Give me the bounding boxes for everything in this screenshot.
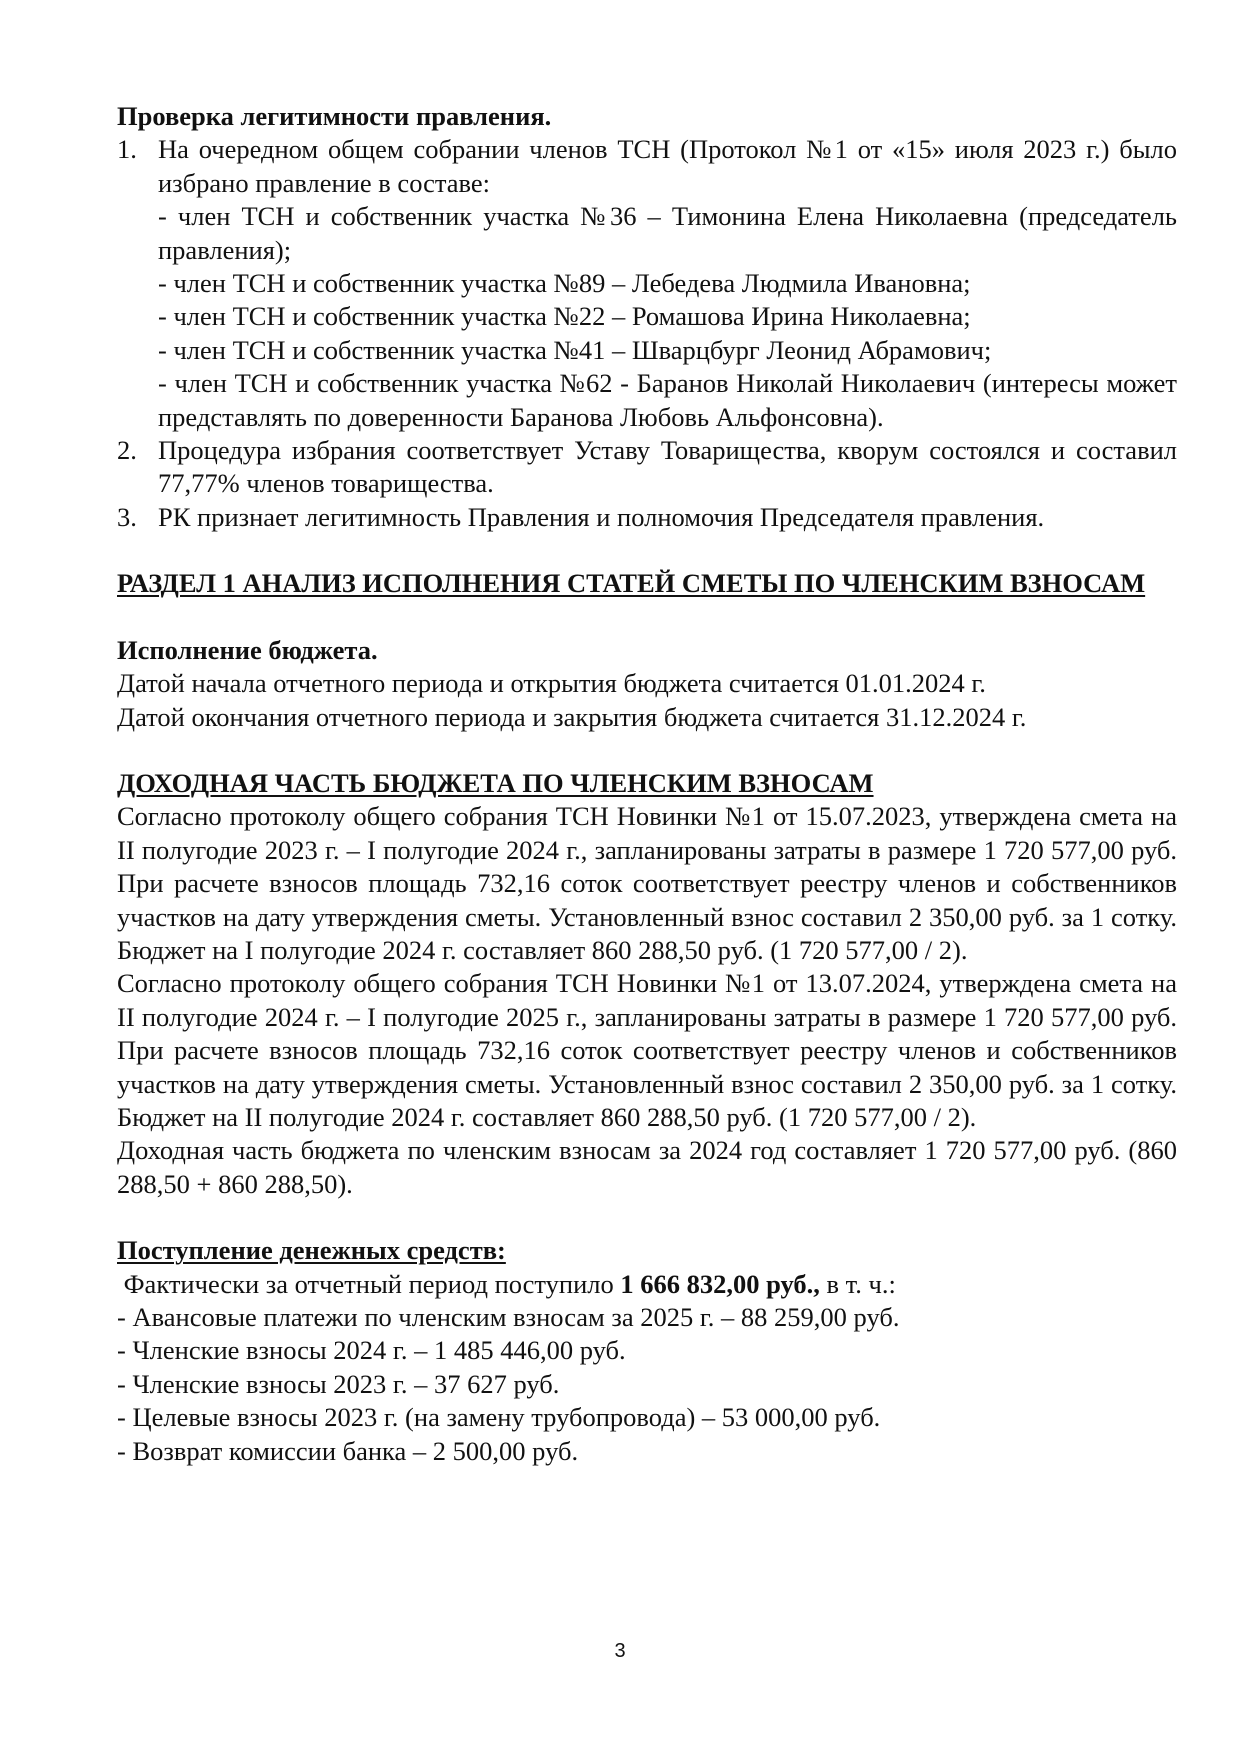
item-text: На очередном общем собрании членов ТСН (Протокол №1 от «15» июля 2023 г.) было избрано правление в составе: <box>158 134 1177 198</box>
receipt-item: - Возврат комиссии банка – 2 500,00 руб. <box>117 1435 579 1466</box>
receipt-item: - Целевые взносы 2023 г. (на замену трубопровода) – 53 000,00 руб. <box>117 1402 881 1433</box>
item-number: 2. <box>117 435 137 466</box>
receipt-item: - Членские взносы 2023 г. – 37 627 руб. <box>117 1368 560 1399</box>
income-paragraph: Согласно протоколу общего собрания ТСН Новинки №1 от 13.07.2024, утверждена смета на II полугодие 2024 г. – I полугодие 2025 г., запланированы затраты в размере 1 720 577,00 руб. При расчете взносов площадь 732,16 соток соответствует реестру членов и собственников участков на дату утверждения сметы. Установленный взнос составил 2 350,00 руб. за 1 сотку. Бюджет на II полугодие 2024 г. составляет 860 288,50 руб. (1 720 577,00 / 2). <box>117 968 1177 1132</box>
income-heading: ДОХОДНАЯ ЧАСТЬ БЮДЖЕТА ПО ЧЛЕНСКИМ ВЗНОСАМ <box>117 767 874 798</box>
budget-end-line: Датой окончания отчетного периода и закрытия бюджета считается 31.12.2024 г. <box>117 701 1027 732</box>
board-member: - член ТСН и собственник участка №22 – Ромашова Ирина Николаевна; <box>158 301 971 332</box>
receipts-intro: Фактически за отчетный период поступило 1 666 832,00 руб., в т. ч.: <box>117 1268 896 1299</box>
legitimacy-item-3 <box>117 501 1177 534</box>
item-number: 1. <box>117 134 137 165</box>
board-member: - член ТСН и собственник участка №36 – Тимонина Елена Николаевна (председатель правления); <box>158 201 1177 265</box>
budget-heading: Исполнение бюджета. <box>117 634 378 665</box>
item-number: 3. <box>117 501 137 532</box>
income-paragraph: Согласно протоколу общего собрания ТСН Новинки №1 от 15.07.2023, утверждена смета на II полугодие 2023 г. – I полугодие 2024 г., запланированы затраты в размере 1 720 577,00 руб. При расчете взносов площадь 732,16 соток соответствует реестру членов и собственников участков на дату утверждения сметы. Установленный взнос составил 2 350,00 руб. за 1 сотку. Бюджет на I полугодие 2024 г. составляет 860 288,50 руб. (1 720 577,00 / 2). <box>117 801 1177 965</box>
income-paragraph: Доходная часть бюджета по членским взносам за 2024 год составляет 1 720 577,00 руб. (860 288,50 + 860 288,50). <box>117 1135 1177 1199</box>
item-text: РК признает легитимность Правления и полномочия Председателя правления. <box>158 501 1045 532</box>
board-member: - член ТСН и собственник участка №89 – Лебедева Людмила Ивановна; <box>158 268 971 299</box>
legitimacy-heading: Проверка легитимности правления. <box>117 101 552 131</box>
document-page <box>117 100 1177 1468</box>
item-text: Процедура избрания соответствует Уставу Товарищества, кворум состоялся и составил 77,77% членов товарищества. <box>158 435 1177 499</box>
receipts-total: 1 666 832,00 руб., <box>620 1268 820 1299</box>
legitimacy-item-1 <box>117 133 1177 434</box>
board-member: - член ТСН и собственник участка №62 - Баранов Николай Николаевич (интересы может представлять по доверенности Баранова Любовь Альфонсовна). <box>158 368 1177 432</box>
receipts-heading: Поступление денежных средств: <box>117 1235 506 1266</box>
budget-start-line: Датой начала отчетного периода и открытия бюджета считается 01.01.2024 г. <box>117 668 986 699</box>
board-member: - член ТСН и собственник участка №41 – Шварцбург Леонид Абрамович; <box>158 334 992 365</box>
receipt-item: - Авансовые платежи по членским взносам за 2025 г. – 88 259,00 руб. <box>117 1302 900 1332</box>
page-number: 3 <box>614 1640 626 1662</box>
receipt-item: - Членские взносы 2024 г. – 1 485 446,00 руб. <box>117 1335 626 1366</box>
section-title: РАЗДЕЛ 1 АНАЛИЗ ИСПОЛНЕНИЯ СТАТЕЙ СМЕТЫ ПО ЧЛЕНСКИМ ВЗНОСАМ <box>117 568 1146 599</box>
legitimacy-item-2 <box>117 434 1177 501</box>
